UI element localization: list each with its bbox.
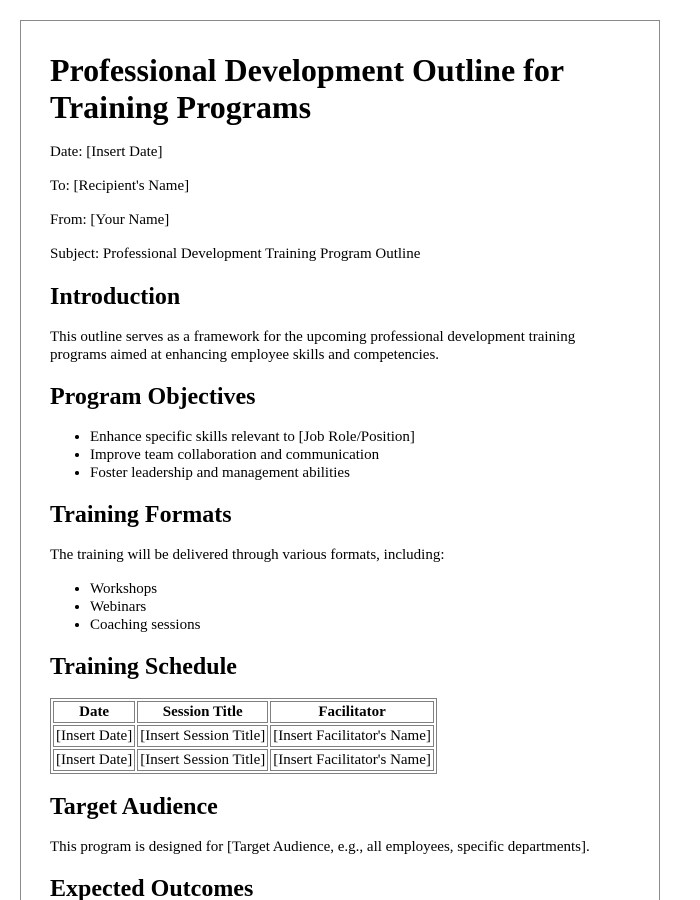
memo-date: Date: [Insert Date] [50,144,163,160]
list-item: • Webinars [90,598,630,616]
objectives-list [50,428,630,482]
document-title: Professional Development Outline for Training Programs [50,52,564,125]
objectives-heading: Program Objectives [50,384,256,410]
memo-subject: Subject: Professional Development Training Program Outline [50,246,421,262]
introduction-heading: Introduction [50,284,181,310]
column-header-session-title: Session Title [137,701,268,723]
list-item: • Enhance specific skills relevant to [Job Role/Position] [90,428,630,446]
table-cell: [Insert Date] [53,749,135,771]
list-item: • Workshops [90,580,630,598]
list-item: • Foster leadership and management abilities [90,464,630,482]
audience-text: This program is designed for [Target Audience, e.g., all employees, specific departments]. [50,839,590,855]
audience-heading: Target Audience [50,794,218,820]
formats-intro: The training will be delivered through various formats, including: [50,547,445,563]
column-header-facilitator: Facilitator [270,701,434,723]
table-header-row [53,701,434,723]
schedule-table [50,698,437,774]
memo-from: From: [Your Name] [50,212,170,228]
table-cell: [Insert Facilitator's Name] [270,725,434,747]
table-cell: [Insert Facilitator's Name] [270,749,434,771]
schedule-heading: Training Schedule [50,654,237,680]
table-row [53,725,434,747]
formats-heading: Training Formats [50,502,232,528]
list-item: • Improve team collaboration and communication [90,446,630,464]
table-row [53,749,434,771]
outcomes-heading: Expected Outcomes [50,876,254,900]
table-cell: [Insert Date] [53,725,135,747]
memo-to: To: [Recipient's Name] [50,178,190,194]
list-item: • Coaching sessions [90,616,630,634]
table-cell: [Insert Session Title] [137,749,268,771]
document-page [20,20,660,900]
introduction-text: This outline serves as a framework for the upcoming professional development training programs aimed at enhancing employee skills and competencies. [50,329,576,363]
formats-list [50,580,630,634]
table-cell: [Insert Session Title] [137,725,268,747]
column-header-date: Date [53,701,135,723]
